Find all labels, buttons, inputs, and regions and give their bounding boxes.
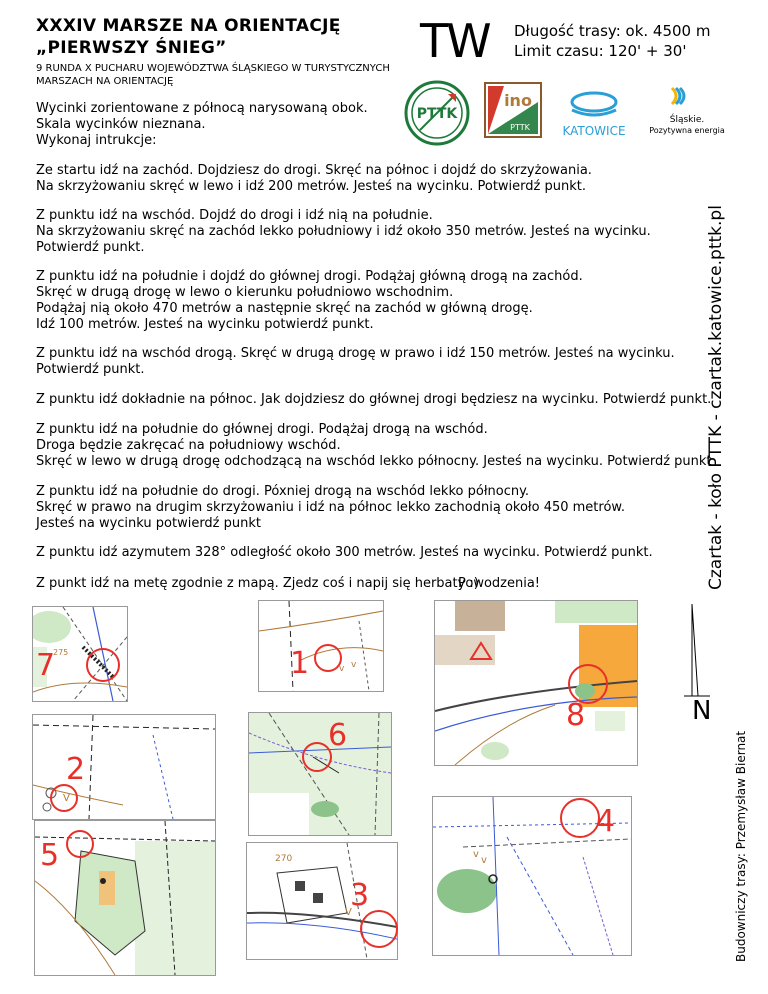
control-circle-5: [66, 830, 94, 858]
event-title-line2: „PIERWSZY ŚNIEG”: [36, 38, 227, 58]
control-circle-4: [560, 798, 600, 838]
control-label-6: 6: [328, 718, 348, 753]
control-circle-7: [86, 648, 120, 682]
control-circle-6: [302, 742, 332, 772]
svg-text:v: v: [339, 664, 345, 674]
control-label-8: 8: [566, 698, 586, 733]
control-label-2: 2: [66, 752, 86, 787]
instruction-5: Z punktu idź dokładnie na północ. Jak dojdziesz do głównej drogi będziesz na wycinku. Potwierdź punkt.: [36, 392, 712, 407]
control-label-4: 4: [596, 804, 616, 839]
svg-text:v: v: [351, 660, 357, 670]
intro-line: Wycinki zorientowane z północą narysowaną obok.: [36, 101, 368, 116]
control-label-5: 5: [40, 838, 60, 873]
map-excerpt-5: [34, 820, 216, 976]
pttk-logo: [404, 80, 470, 146]
good-luck: Powodzenia!: [458, 576, 541, 591]
ino-logo: [484, 82, 542, 138]
intro-line: Wykonaj intrukcje:: [36, 133, 157, 148]
route-length: Długość trasy: ok. 4500 m: [514, 22, 711, 40]
control-circle-3: [360, 910, 398, 948]
final-instruction: Z punkt idź na metę zgodnie z mapą. Zjedz coś i napij się herbaty :): [36, 576, 479, 591]
slaskie-logo: [642, 82, 732, 140]
ino-logo-text: ino: [504, 91, 532, 110]
svg-text:v: v: [473, 849, 479, 860]
slaskie-logo-line1: Śląskie.: [669, 115, 705, 125]
north-label: N: [692, 696, 712, 726]
control-circle-8: [568, 664, 608, 704]
control-circle-1: [314, 644, 342, 672]
control-label-7: 7: [36, 648, 56, 683]
time-limit: Limit czasu: 120' + 30': [514, 42, 687, 60]
instruction-1: Ze startu idź na zachód. Dojdziesz do drogi. Skręć na północ i dojdź do skrzyżowania. Na skrzyżowaniu skręć w lewo i idź 200 metrów. Jesteś na wycinku. Potwierdź punkt.: [36, 163, 592, 194]
katowice-logo: [556, 84, 632, 140]
intro-block: [36, 101, 368, 149]
intro-line: Skala wycinków nieznana.: [36, 117, 206, 132]
control-circle-2: [50, 784, 78, 812]
map-excerpt-6: [248, 712, 392, 836]
svg-text:v: v: [481, 855, 487, 866]
svg-text:275: 275: [53, 648, 69, 657]
event-title-line1: XXXIV MARSZE NA ORIENTACJĘ: [36, 16, 341, 36]
instruction-6: Z punktu idź na południe do głównej drogi. Podążaj drogą na wschód. Droga będzie zakręcać na południowy wschód. Skręć w lewo w drugą drogę odchodzącą na wschód lekko północny. Jesteś na wycinku. Potwierdź punkt: [36, 422, 712, 469]
control-label-1: 1: [290, 646, 310, 681]
slaskie-logo-line2: Pozytywna energia: [649, 126, 725, 135]
instruction-3: Z punktu idź na południe i dojdź do głównej drogi. Podążaj główną drogą na zachód. Skręć w drugą drogę w lewo o kierunku południowo wschodnim. Podążaj nią około 470 metrów a następnie skręć na zachód w główną drogę. Idź 100 metrów. Jesteś na wycinku potwierdź punkt.: [36, 269, 583, 332]
katowice-logo-text: KATOWICE: [562, 124, 626, 138]
instruction-7: Z punktu idź na południe do drogi. Póxniej drogą na wschód lekko północny. Skręć w prawo na drugim skrzyżowaniu i idź na północ lekko zachodnią około 450 metrów. Jesteś na wycinku potwierdź punkt: [36, 484, 625, 531]
instruction-4: Z punktu idź na wschód drogą. Skręć w drugą drogę w prawo i idź 150 metrów. Jesteś na wycinku. Potwierdź punkt.: [36, 346, 675, 377]
category-label: TW: [420, 14, 490, 68]
ino-logo-subtext: PTTK: [510, 123, 530, 132]
svg-text:V: V: [345, 907, 352, 918]
instruction-2: Z punktu idź na wschód. Dojdź do drogi i idź nią na południe. Na skrzyżowaniu skręć na zachód lekko południowy i idź około 350 metrów. Jesteś na wycinku. Potwierdź punkt.: [36, 208, 651, 255]
control-label-3: 3: [350, 878, 370, 913]
svg-text:270: 270: [275, 854, 293, 864]
instruction-8: Z punktu idź azymutem 328° odległość około 300 metrów. Jesteś na wycinku. Potwierdź punkt.: [36, 545, 653, 560]
svg-text:V: V: [63, 793, 70, 804]
event-subtitle: 9 RUNDA X PUCHARU WOJEWÓDZTWA ŚLĄSKIEGO W TURYSTYCZNYCH MARSZACH NA ORIENTACJĘ: [36, 63, 390, 87]
pttk-logo-text: PTTK: [416, 106, 458, 122]
